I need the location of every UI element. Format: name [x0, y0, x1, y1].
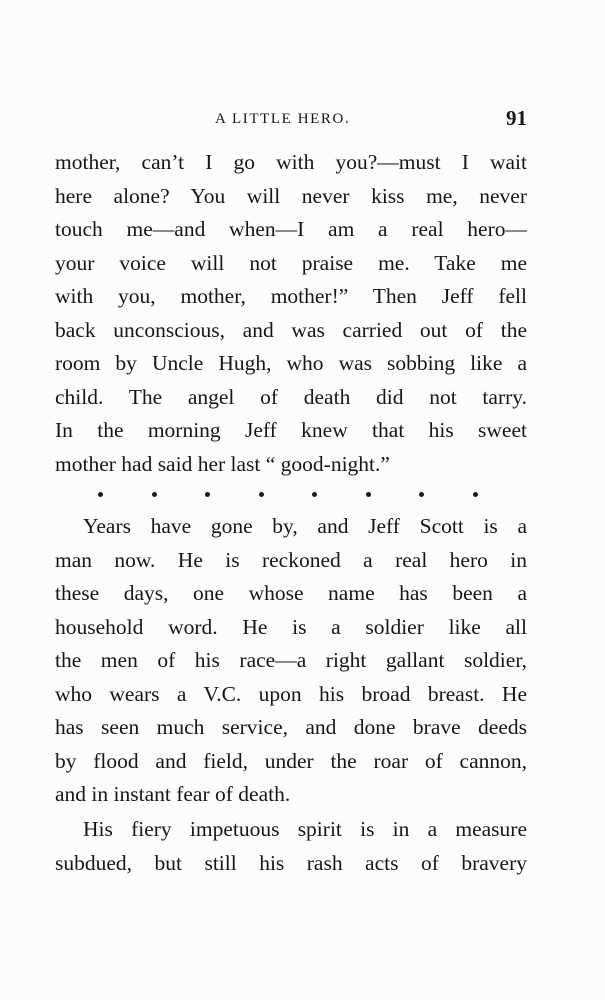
text-line: room by Uncle Hugh, who was sobbing like a — [55, 351, 527, 375]
section-break-dot — [259, 492, 264, 497]
page-header — [55, 108, 527, 134]
text-line: and in instant fear of death. — [55, 782, 291, 806]
text-line: these days, one whose name has been a — [55, 581, 527, 605]
text-line: here alone? You will never kiss me, never — [55, 183, 527, 208]
section-break-dot — [152, 492, 157, 497]
text-line: touch me—and when—I am a real hero— — [55, 217, 527, 241]
text-line: the men of his race—a right gallant soldier, — [55, 648, 527, 672]
text-line: with you, mother, mother!” Then Jeff fell — [55, 284, 527, 308]
text-line: subdued, but still his rash acts of bravery — [55, 850, 527, 875]
text-line: mother, can’t I go with you?––must I wait — [55, 150, 527, 174]
text-line: child. The angel of death did not tarry. — [55, 384, 527, 409]
text-line: mother had said her last “ good-night.” — [55, 451, 390, 476]
text-line: your voice will not praise me. Take me — [55, 250, 527, 275]
section-break-dot — [98, 492, 103, 497]
section-break-dot — [205, 492, 210, 497]
text-line: back unconscious, and was carried out of the — [55, 317, 527, 342]
running-title: A LITTLE HERO. — [215, 111, 351, 127]
section-break — [98, 484, 478, 504]
text-line: has seen much service, and done brave deeds — [55, 715, 527, 739]
text-line: Years have gone by, and Jeff Scott is a — [83, 514, 527, 538]
section-break-dot — [366, 492, 371, 497]
paragraph-2 — [55, 510, 527, 812]
section-break-dot — [312, 492, 317, 497]
paragraph-1 — [55, 146, 527, 481]
text-line: household word. He is a soldier like all — [55, 614, 527, 639]
text-line: His fiery impetuous spirit is in a measure — [83, 817, 527, 841]
page-number: 91 — [506, 106, 527, 130]
section-break-dot — [473, 492, 478, 497]
text-line: who wears a V.C. upon his broad breast. He — [55, 681, 527, 706]
text-line: man now. He is reckoned a real hero in — [55, 547, 527, 572]
paragraph-3 — [55, 813, 527, 880]
text-line: In the morning Jeff knew that his sweet — [55, 418, 527, 442]
text-line: by flood and field, under the roar of cannon, — [55, 748, 527, 773]
section-break-dot — [419, 492, 424, 497]
